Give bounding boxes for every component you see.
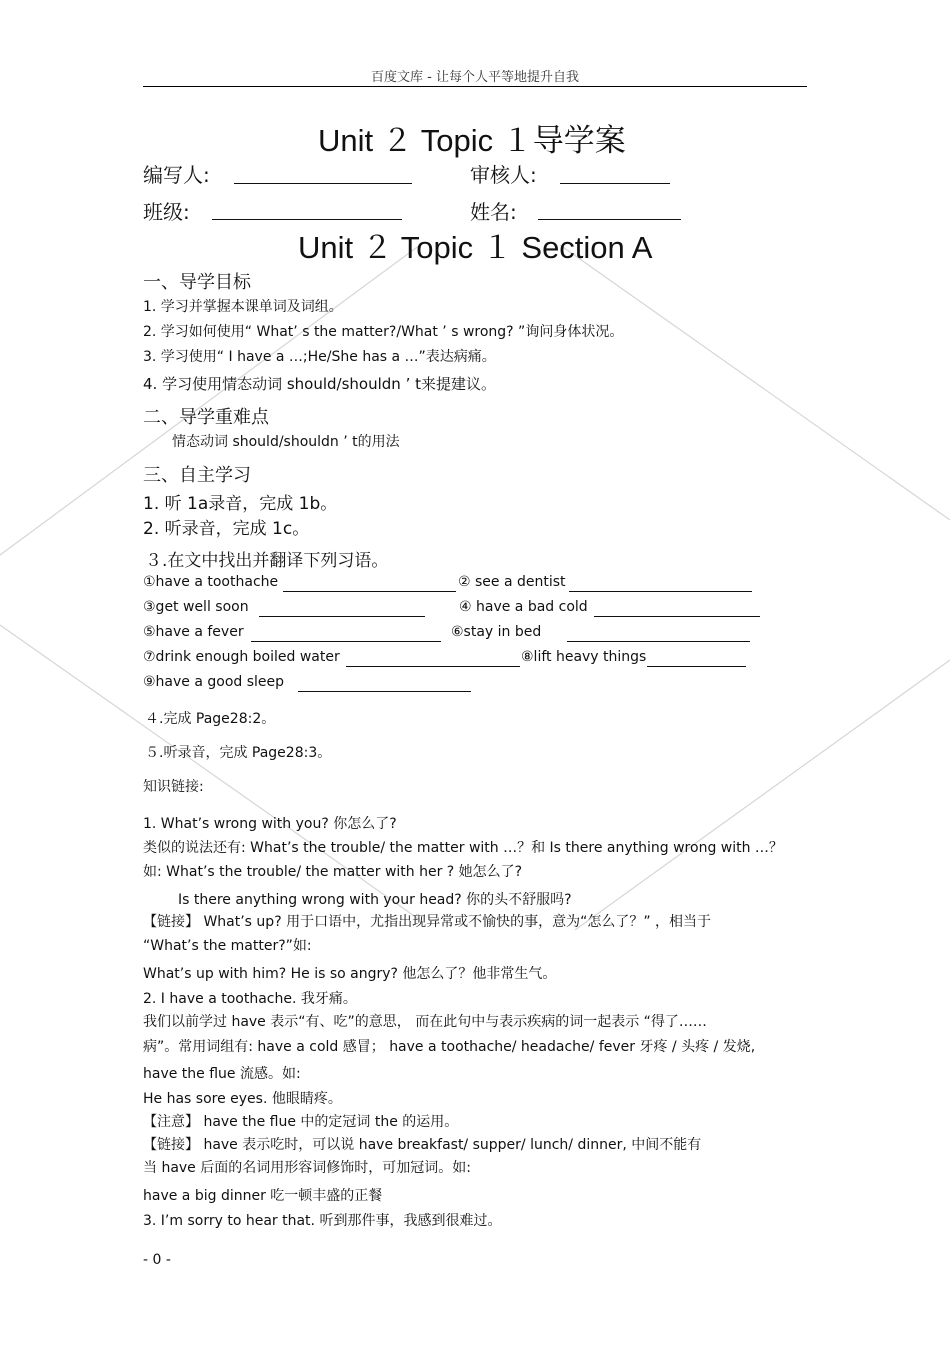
class-label: 班级: — [143, 200, 190, 224]
phrase-item: ④ have a bad cold — [459, 599, 588, 615]
section1-item: 1. 学习并掌握本课单词及词组。 — [143, 299, 343, 315]
knowledge-line: What’s up with him? He is so angry? 他怎么了？他非常生气。 — [143, 966, 557, 982]
header-rule — [143, 86, 807, 87]
page-subtitle: Unit ２ Topic １ Section A — [298, 230, 653, 265]
section2-text: 情态动词 should/shouldn ’ t的用法 — [172, 434, 400, 450]
phrase-item: ①have a toothache — [143, 574, 279, 590]
phrase-blank — [283, 591, 456, 592]
task-5: ５.听录音，完成 Page28:3。 — [145, 745, 332, 761]
phrase-blank — [569, 591, 752, 592]
phrase-blank — [251, 641, 441, 642]
phrase-item: ③get well soon — [143, 599, 249, 615]
section1-item: 2. 学习如何使用“ What’ s the matter?/What ’ s wrong? ”询问身体状况。 — [143, 324, 624, 340]
author-blank — [234, 183, 412, 184]
name-label: 姓名: — [470, 200, 517, 224]
knowledge-line: 如: What’s the trouble/ the matter with her ? 她怎么了? — [143, 864, 523, 880]
knowledge-line: have a big dinner 吃一顿丰盛的正餐 — [143, 1188, 383, 1204]
task-3: ３.在文中找出并翻译下列习语。 — [145, 551, 389, 571]
knowledge-line: Is there anything wrong with your head? 你的头不舒服吗? — [178, 892, 572, 908]
knowledge-line: have the flue 流感。如: — [143, 1066, 301, 1082]
phrase-item: ⑥stay in bed — [451, 624, 542, 640]
knowledge-line: 3. I’m sorry to hear that. 听到那件事，我感到很难过。 — [143, 1213, 502, 1229]
section3-heading: 三、自主学习 — [143, 465, 251, 486]
task-4: ４.完成 Page28:2。 — [145, 711, 276, 727]
page-number: - 0 - — [143, 1252, 171, 1268]
page-header: 百度文库 - 让每个人平等地提升自我 — [371, 70, 579, 85]
knowledge-line: 类似的说法还有: What’s the trouble/ the matter with …？和 Is there anything wrong with …？ — [143, 840, 783, 856]
knowledge-line: 【注意】 have the flue 中的定冠词 the 的运用。 — [143, 1114, 459, 1130]
class-blank — [212, 219, 402, 220]
knowledge-line: 1. What’s wrong with you? 你怎么了? — [143, 816, 397, 832]
phrase-item: ⑧lift heavy things — [521, 649, 647, 665]
section1-heading: 一、导学目标 — [143, 272, 251, 293]
phrase-item: ② see a dentist — [458, 574, 566, 590]
phrase-blank — [647, 666, 746, 667]
phrase-item: ⑨have a good sleep — [143, 674, 285, 690]
task-1: 1. 听 1a录音，完成 1b。 — [143, 494, 338, 514]
phrase-blank — [298, 691, 471, 692]
reviewer-blank — [560, 183, 670, 184]
knowledge-line: “What’s the matter?”如: — [143, 938, 312, 954]
task-2: 2. 听录音，完成 1c。 — [143, 519, 310, 539]
knowledge-line: 2. I have a toothache. 我牙痛。 — [143, 991, 357, 1007]
phrase-blank — [594, 616, 760, 617]
knowledge-line: He has sore eyes. 他眼睛疼。 — [143, 1091, 342, 1107]
author-label: 编写人: — [143, 163, 210, 187]
section2-heading: 二、导学重难点 — [143, 407, 269, 428]
page-title: Unit ２ Topic １导学案 — [318, 123, 626, 158]
reviewer-label: 审核人: — [470, 163, 537, 187]
phrase-blank — [259, 616, 425, 617]
knowledge-line: 当 have 后面的名词用形容词修饰时，可加冠词。如: — [143, 1160, 471, 1176]
knowledge-line: 病”。常用词组有: have a cold 感冒； have a toothache/ headache/ fever 牙疼 / 头疼 / 发烧, — [143, 1039, 756, 1055]
phrase-item: ⑤have a fever — [143, 624, 244, 640]
section1-item: 3. 学习使用“ I have a …;He/She has a …”表达病痛。 — [143, 349, 496, 365]
name-blank — [538, 219, 681, 220]
knowledge-line: 【链接】 have 表示吃时，可以说 have breakfast/ supper/ lunch/ dinner, 中间不能有 — [143, 1137, 702, 1153]
phrase-blank — [346, 666, 520, 667]
knowledge-heading: 知识链接: — [143, 779, 204, 795]
section1-item: 4. 学习使用情态动词 should/shouldn ’ t来提建议。 — [143, 375, 496, 393]
phrase-item: ⑦drink enough boiled water — [143, 649, 340, 665]
knowledge-line: 我们以前学过 have 表示“有、吃”的意思， 而在此句中与表示疾病的词一起表示 “得了…… — [143, 1014, 707, 1030]
phrase-blank — [567, 641, 750, 642]
knowledge-line: 【链接】 What’s up? 用于口语中，尤指出现异常或不愉快的事，意为“怎么了？” ，相当于 — [143, 914, 712, 930]
